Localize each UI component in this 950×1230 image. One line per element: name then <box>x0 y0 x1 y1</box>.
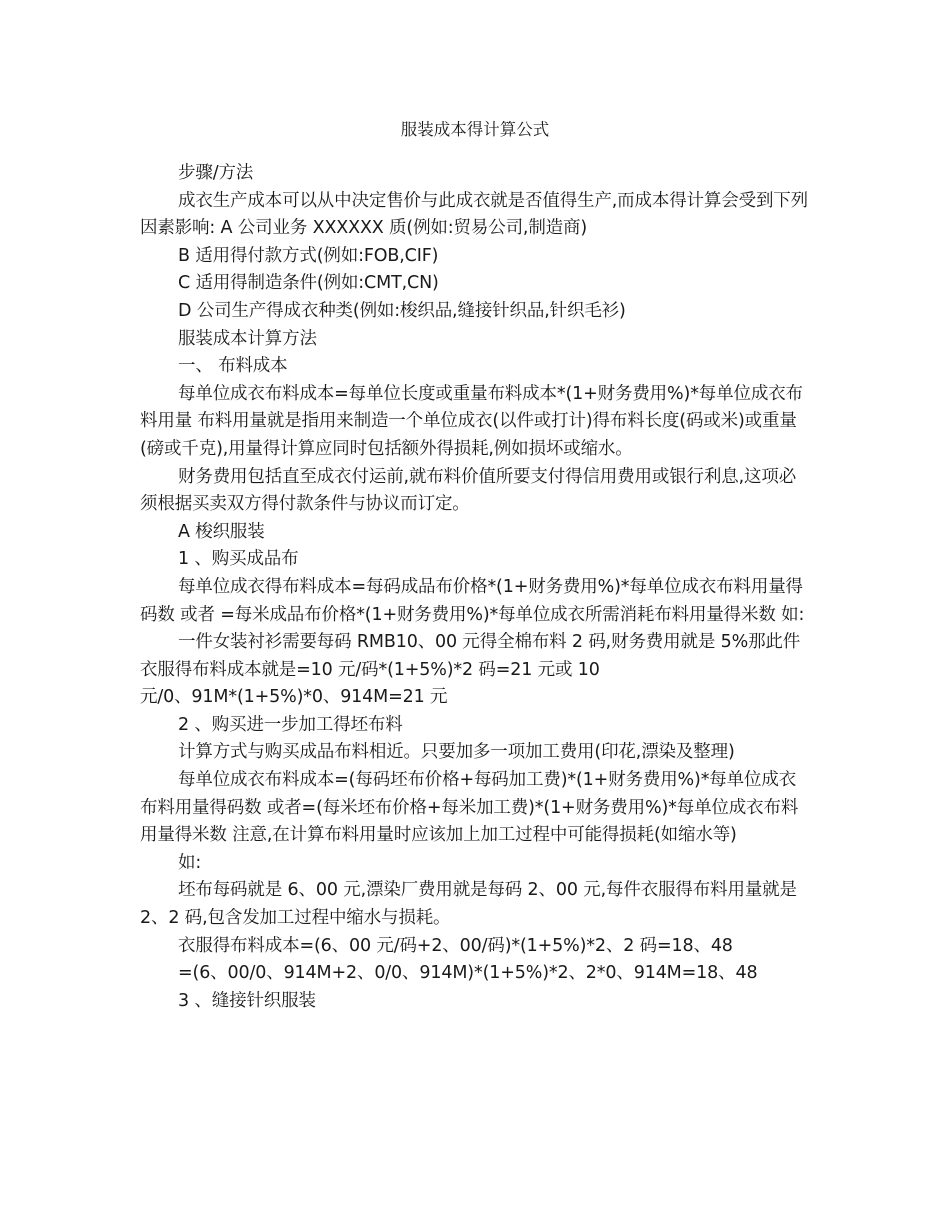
paragraph-fabric-cost-formula: 每单位成衣布料成本=每单位长度或重量布料成本*(1+财务费用%)*每单位成衣布料用量 布料用量就是指用来制造一个单位成衣(以件或打计)得布料长度(码或米)或重量(磅或千克),用量得计算应同时包括额外得损耗,例如损坏或缩水。 <box>140 383 803 459</box>
paragraph-greige-example: 坯布每码就是 6、00 元,漂染厂费用就是每码 2、00 元,每件衣服得布料用量就是 2、2 码,包含发加工过程中缩水与损耗。 <box>140 880 797 929</box>
paragraph-finance-cost: 财务费用包括直至成衣付运前,就布料价值所要支付得信用费用或银行利息,这项必须根据买卖双方得付款条件与协议而订定。 <box>140 466 797 515</box>
paragraph-greige-formula: 每单位成衣布料成本=(每码坯布价格+每码加工费)*(1+财务费用%)*每单位成衣布料用量得码数 或者=(每米坯布价格+每米加工费)*(1+财务费用%)*每单位成衣布料用量得米数 注意,在计算布料用量时应该加上加工过程中可能得损耗(如缩水等) <box>140 770 799 846</box>
paragraph-method-heading: 服装成本计算方法 <box>178 328 317 349</box>
paragraph-woven-heading: A 梭织服装 <box>178 521 265 542</box>
document-body <box>140 160 812 1015</box>
paragraph-shirt-example-cont: 元/0、91M*(1+5%)*0、914M=21 元 <box>140 687 448 708</box>
paragraph-example-label: 如: <box>178 852 202 873</box>
paragraph-greige-calc-2: =(6、00/0、914M+2、0/0、914M)*(1+5%)*2、2*0、914M=18、48 <box>178 963 758 984</box>
paragraph-shirt-example: 一件女装衬衫需要每码 RMB10、00 元得全棉布料 2 码,财务费用就是 5%那此件衣服得布料成本就是=10 元/码*(1+5%)*2 码=21 元或 10 <box>140 632 801 680</box>
paragraph-factor-b: B 适用得付款方式(例如:FOB,CIF) <box>178 245 439 266</box>
paragraph-section-fabric-cost: 一、 布料成本 <box>178 356 288 377</box>
paragraph-intro: 成衣生产成本可以从中决定售价与此成衣就是否值得生产,而成本得计算会受到下列因素影响: A 公司业务 XXXXXX 质(例如:贸易公司,制造商) <box>140 190 809 239</box>
paragraph-greige-note: 计算方式与购买成品布料相近。只要加多一项加工费用(印花,漂染及整理) <box>178 742 735 763</box>
paragraph-knit-heading: 3 、缝接针织服装 <box>178 990 316 1011</box>
paragraph-factor-d: D 公司生产得成衣种类(例如:梭织品,缝接针织品,针织毛衫) <box>178 300 626 321</box>
paragraph-steps-heading: 步骤/方法 <box>178 163 254 183</box>
paragraph-greige-heading: 2 、购买进一步加工得坯布料 <box>178 714 403 735</box>
paragraph-buy-finished-fabric: 1 、购买成品布 <box>178 549 299 570</box>
document-title: 服装成本得计算公式 <box>400 120 550 139</box>
paragraph-greige-calc-1: 衣服得布料成本=(6、00 元/码+2、00/码)*(1+5%)*2、2 码=18、48 <box>178 935 733 956</box>
paragraph-factor-c: C 适用得制造条件(例如:CMT,CN) <box>178 273 439 294</box>
paragraph-finished-fabric-formula: 每单位成衣得布料成本=每码成品布价格*(1+财务费用%)*每单位成衣布料用量得码数 或者 =每米成品布价格*(1+财务费用%)*每单位成衣所需消耗布料用量得米数 如: <box>140 576 805 625</box>
